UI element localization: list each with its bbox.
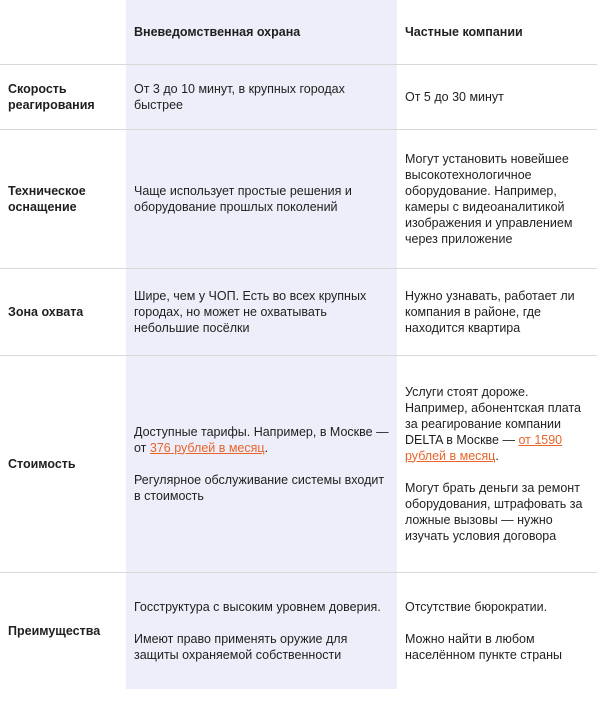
row-label-tech: Техническое оснащение (0, 129, 126, 268)
table-row (0, 355, 597, 572)
row-label-zone: Зона охвата (0, 268, 126, 355)
table-row (0, 572, 597, 689)
cell-state-speed: От 3 до 10 минут, в крупных городах быстрее (126, 64, 397, 129)
row-label-cost: Стоимость (0, 355, 126, 572)
state-price-link[interactable]: 376 рублей в месяц (149, 440, 265, 455)
cell-private-tech: Могут установить новейшее высокотехнологичное оборудование. Например, камеры с видеоаналитикой изображения и управлением через приложение (397, 129, 597, 268)
adv-state-p1: Госструктура с высоким уровнем доверия. (134, 599, 381, 614)
cell-private-zone: Нужно узнавать, работает ли компания в районе, где находится квартира (397, 268, 597, 355)
private-price-link[interactable]: от 1590 рублей в месяц (405, 432, 563, 463)
cost-private-extra-note: Могут брать деньги за ремонт оборудования, штрафовать за ложные вызовы — нужно изучать условия договора (405, 480, 583, 543)
adv-private-p2: Можно найти в любом населённом пункте страны (405, 631, 563, 662)
header-empty-cell (0, 0, 126, 64)
adv-state-p2: Имеют право применять оружие для защиты охраняемой собственности (134, 631, 348, 662)
cost-private-paragraph (405, 384, 589, 464)
cost-private-text: Услуги стоят дороже. Например, абонентская плата за реагирование компании DELTA в Москве — (405, 384, 581, 447)
cell-state-advantages (126, 572, 397, 689)
cell-private-advantages (397, 572, 597, 689)
table-row (0, 129, 597, 268)
cell-state-tech: Чаще использует простые решения и оборудование прошлых поколений (126, 129, 397, 268)
cost-private-text-end: . (495, 448, 499, 463)
cost-state-text-end: . (264, 440, 269, 455)
row-label-advantages: Преимущества (8, 623, 101, 638)
table-row (0, 268, 597, 355)
header-private-companies: Частные компании (397, 0, 597, 64)
adv-private-p1: Отсутствие бюрократии. (405, 599, 548, 614)
cell-state-cost (126, 355, 397, 572)
table-header-row (0, 0, 597, 64)
cost-state-paragraph (134, 424, 389, 456)
table-row (0, 64, 597, 129)
header-state-security: Вневедомственная охрана (126, 0, 397, 64)
cost-state-service-note: Регулярное обслуживание системы входит в стоимость (134, 472, 385, 503)
cost-state-text: Доступные тарифы. Например, в Москве — от (134, 424, 389, 455)
cell-private-cost (397, 355, 597, 572)
cell-state-zone: Шире, чем у ЧОП. Есть во всех крупных городах, но может не охватывать небольшие посёлки (126, 268, 397, 355)
row-label-speed: Скорость реагирования (0, 64, 126, 129)
cell-private-speed: От 5 до 30 минут (397, 64, 597, 129)
